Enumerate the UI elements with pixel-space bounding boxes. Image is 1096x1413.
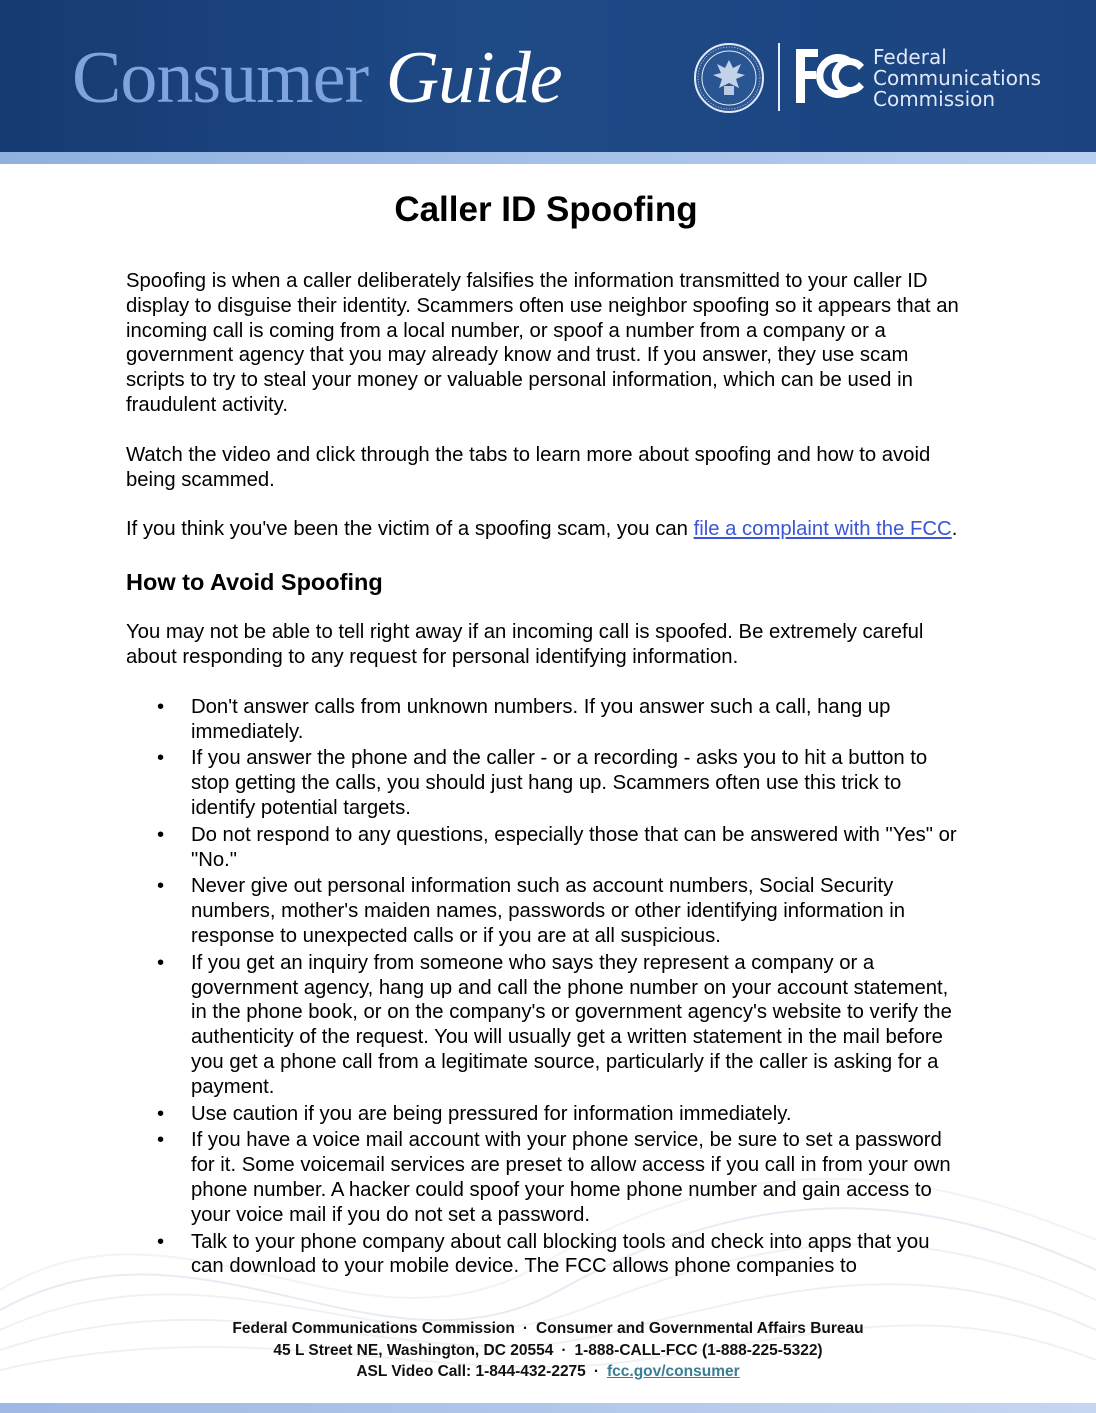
footer-separator: ·	[561, 1341, 567, 1359]
document-title: Caller ID Spoofing	[394, 190, 698, 229]
list-item	[126, 1230, 966, 1280]
list-item-text: Use caution if you are being pressured for information immediately.	[191, 1102, 792, 1125]
document-body	[126, 184, 966, 1281]
watch-video-paragraph: Watch the video and click through the tabs to learn more about spoofing and how to avoid being scammed.	[126, 443, 931, 491]
footer-phone: 1-888-CALL-FCC (1-888-225-5322)	[574, 1341, 823, 1359]
consumer-guide-wordmark	[72, 34, 562, 122]
complaint-paragraph	[126, 517, 966, 542]
brand-word-consumer: Consumer	[72, 37, 369, 119]
page-footer	[0, 1318, 1096, 1383]
list-item-text: Do not respond to any questions, especially those that can be answered with "Yes" or "No."	[191, 823, 957, 871]
bullet: •	[157, 1102, 165, 1125]
section-heading: How to Avoid Spoofing	[126, 569, 383, 596]
bullet: •	[157, 747, 165, 770]
footer-line-3	[0, 1361, 1096, 1383]
tips-list	[126, 695, 966, 1279]
footer-line-2	[0, 1340, 1096, 1362]
footer-address: 45 L Street NE, Washington, DC 20554	[273, 1341, 554, 1359]
agency-name-line2: Communications	[873, 66, 1042, 90]
complaint-suffix: .	[951, 518, 958, 541]
list-item-text: Talk to your phone company about call blocking tools and check into apps that you can download to your mobile device. The FCC allows phone companies to	[191, 1230, 930, 1278]
footer-separator: ·	[593, 1363, 599, 1380]
fcc-consumer-link[interactable]: fcc.gov/consumer	[606, 1363, 740, 1380]
fcc-logo-icon	[794, 45, 866, 107]
file-complaint-link[interactable]: file a complaint with the FCC	[693, 518, 952, 541]
header-banner	[0, 0, 1096, 152]
list-item-text: If you get an inquiry from someone who says they represent a company or a government agency, hang up and call the phone number on your account statement, in the phone book, or on the company's or government agency's website to verify the authenticity of the request. You will usually get a written statement in the mail before you get a phone call from a legitimate source, particularly if the caller is asking for a payment.	[191, 951, 952, 1098]
bullet: •	[157, 823, 165, 846]
footer-asl: ASL Video Call: 1-844-432-2275	[356, 1363, 586, 1380]
footer-line-1	[0, 1318, 1096, 1340]
complaint-prefix: If you think you've been the victim of a spoofing scam, you can	[126, 518, 694, 541]
list-item	[126, 746, 966, 820]
bullet: •	[157, 695, 165, 718]
agency-name-line1: Federal	[873, 45, 947, 69]
fcc-seal-icon	[693, 42, 765, 114]
logo-divider	[778, 43, 780, 111]
footer-accent-band	[0, 1403, 1096, 1413]
list-item	[126, 1102, 966, 1127]
list-item-text: If you answer the phone and the caller - or a recording - asks you to hit a button to stop getting the calls, you should just hang up. Scammers often use this trick to identify potential targets.	[191, 747, 928, 819]
list-item-text: If you have a voice mail account with your phone service, be sure to set a password for it. Some voicemail services are preset to allow access if you call in from your own phone number. A hacker could spoof your home phone number and gain access to your voice mail if you do not set a password.	[191, 1129, 951, 1226]
intro-paragraph: Spoofing is when a caller deliberately falsifies the information transmitted to your caller ID display to disguise their identity. Scammers often use neighbor spoofing so it appears that an incoming call is coming from a local number, or spoof a number from a company or a government agency that you may already know and trust. If you answer, they use scam scripts to try to steal your money or valuable personal information, which can be used in fraudulent activity.	[126, 270, 959, 416]
list-item	[126, 874, 966, 948]
agency-name	[873, 47, 1041, 110]
list-item-text: Don't answer calls from unknown numbers. If you answer such a call, hang up immediately.	[191, 695, 891, 743]
list-item	[126, 823, 966, 873]
banner-accent-strip	[0, 152, 1096, 164]
list-item	[126, 695, 966, 745]
footer-bureau: Consumer and Governmental Affairs Bureau	[536, 1320, 864, 1337]
bullet: •	[157, 1230, 165, 1253]
footer-agency: Federal Communications Commission	[232, 1320, 515, 1337]
bullet: •	[157, 951, 165, 974]
brand-word-guide: Guide	[385, 37, 562, 119]
list-item	[126, 1128, 966, 1227]
agency-name-line3: Commission	[873, 87, 996, 111]
list-item-text: Never give out personal information such as account numbers, Social Security numbers, mother's maiden names, passwords or other identifying information in response to unexpected calls or if you are at all suspicious.	[191, 875, 906, 947]
list-item	[126, 951, 966, 1100]
section-intro: You may not be able to tell right away if an incoming call is spoofed. Be extremely careful about responding to any request for personal identifying information.	[126, 621, 924, 668]
bullet: •	[157, 1129, 165, 1152]
footer-separator: ·	[522, 1320, 529, 1337]
bullet: •	[157, 875, 165, 898]
